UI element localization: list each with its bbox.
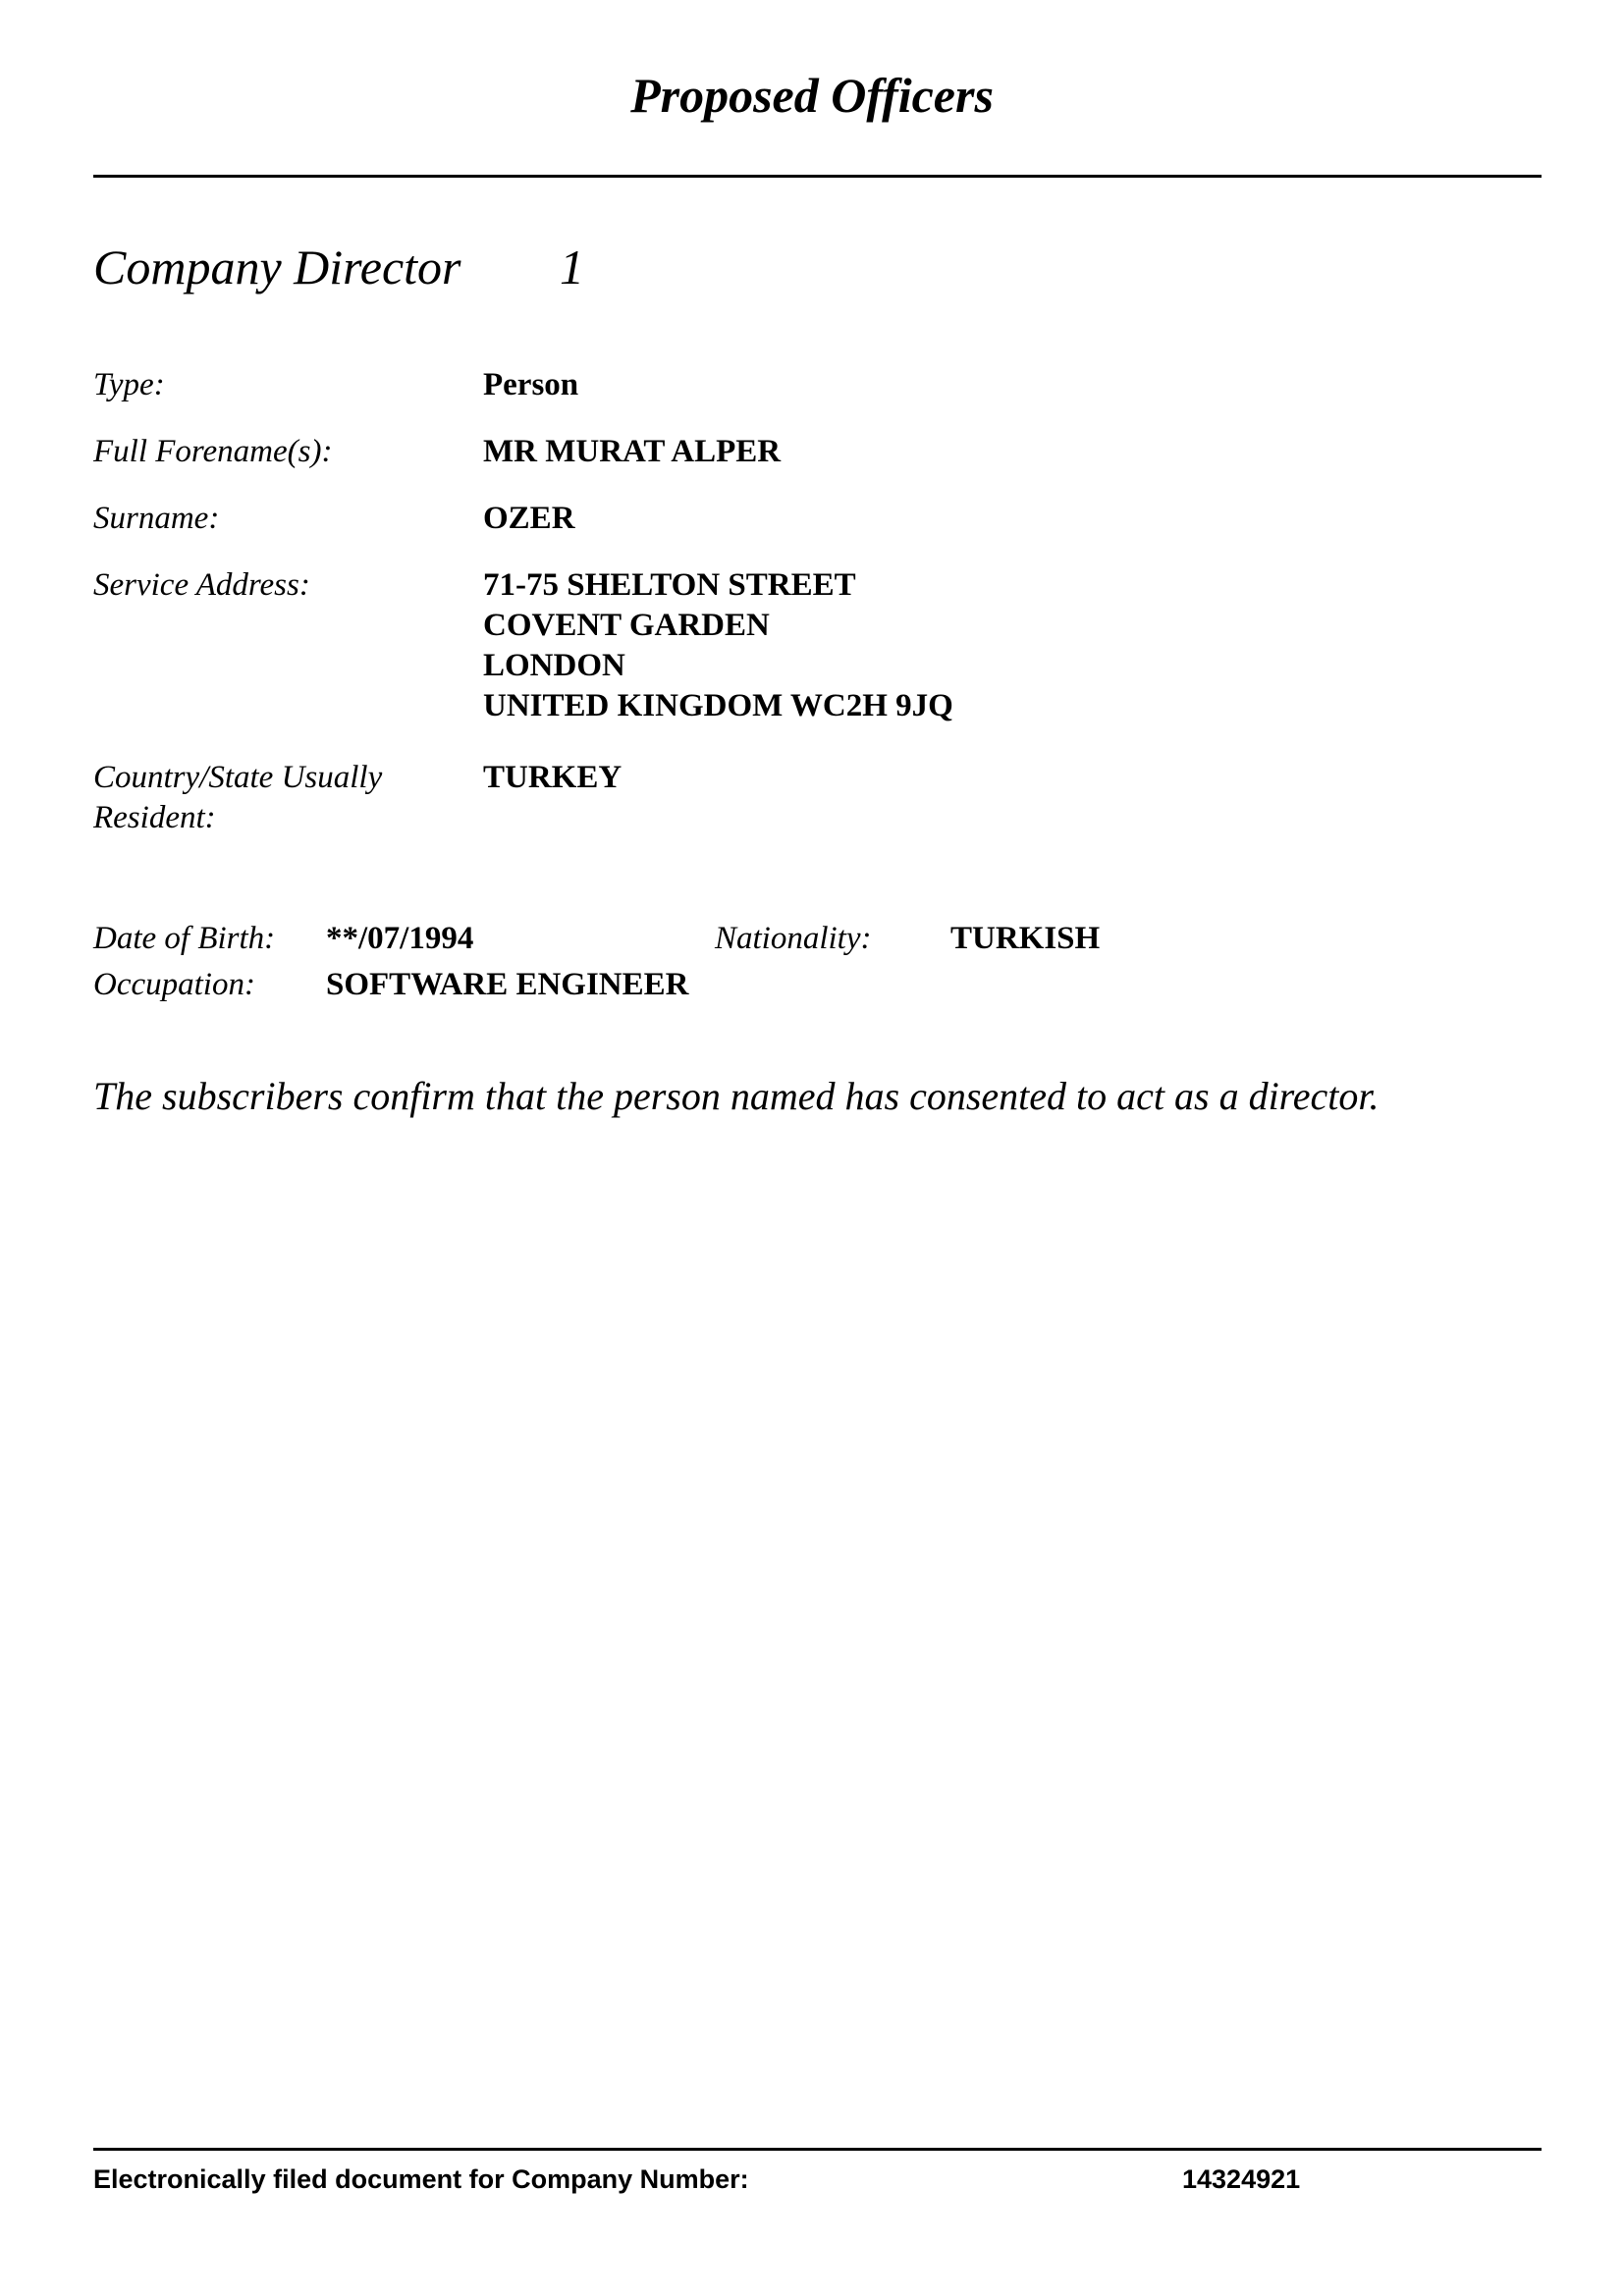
residence-label-line: Resident: xyxy=(93,800,216,835)
footer-label: Electronically filed document for Company Number: xyxy=(93,2164,749,2194)
surname-label: Surname: xyxy=(93,501,220,536)
forenames-value: MR MURAT ALPER xyxy=(483,434,782,469)
residence-value: TURKEY xyxy=(483,760,623,795)
top-divider xyxy=(93,175,1542,178)
consent-statement: The subscribers confirm that the person named has consented to act as a director. xyxy=(93,1074,1380,1118)
page-title: Proposed Officers xyxy=(630,68,994,123)
occupation-value: SOFTWARE ENGINEER xyxy=(326,967,689,1002)
footer-divider xyxy=(93,2148,1542,2151)
section-number: 1 xyxy=(560,240,584,294)
service-address-value xyxy=(483,565,953,726)
occupation-label: Occupation: xyxy=(93,967,255,1002)
type-label: Type: xyxy=(93,367,165,402)
address-line: 71-75 SHELTON STREET xyxy=(483,567,856,603)
address-line: COVENT GARDEN xyxy=(483,608,770,643)
residence-label-line: Country/State Usually xyxy=(93,760,383,795)
nationality-value: TURKISH xyxy=(950,921,1101,956)
nationality-label: Nationality: xyxy=(715,921,872,956)
address-line: UNITED KINGDOM WC2H 9JQ xyxy=(483,688,953,723)
dob-value: **/07/1994 xyxy=(326,921,474,956)
company-number: 14324921 xyxy=(1182,2164,1301,2194)
dob-label: Date of Birth: xyxy=(93,921,276,956)
address-line: LONDON xyxy=(483,648,625,683)
service-address-label: Service Address: xyxy=(93,567,310,603)
section-heading: Company Director xyxy=(93,240,461,294)
type-value: Person xyxy=(483,367,579,402)
forenames-label: Full Forename(s): xyxy=(93,434,333,469)
residence-label xyxy=(93,758,382,838)
surname-value: OZER xyxy=(483,501,575,536)
